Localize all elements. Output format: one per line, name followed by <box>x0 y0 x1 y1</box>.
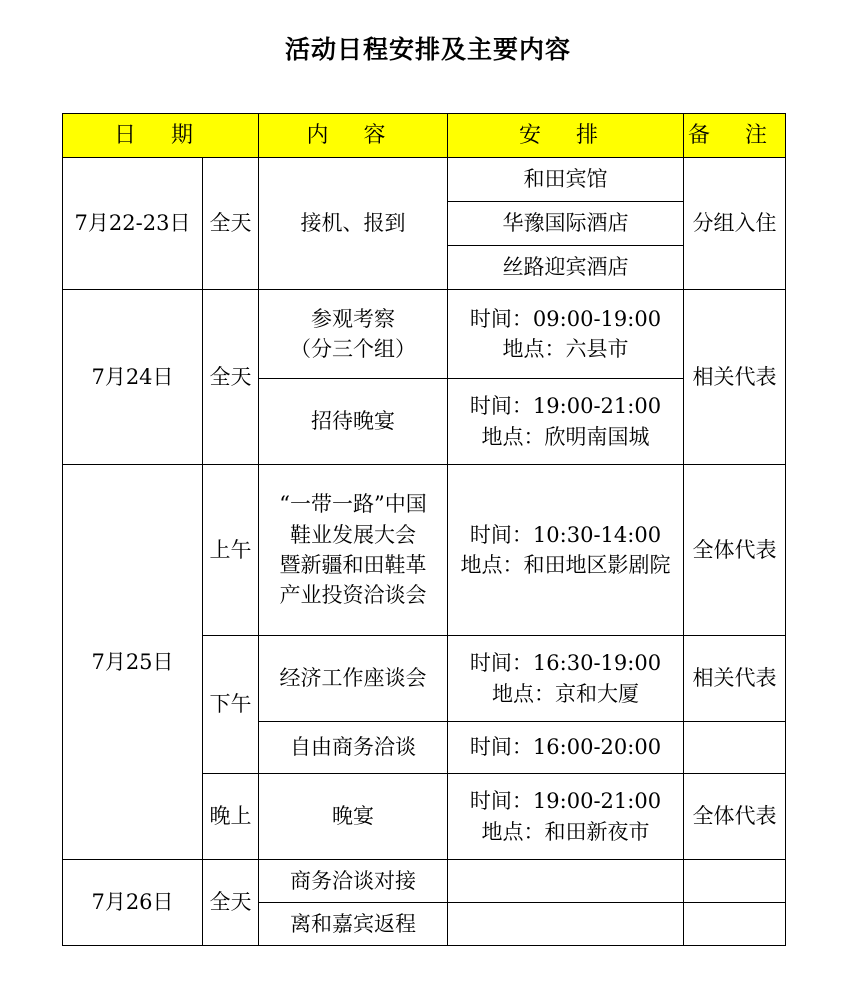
note-cell: 分组入住 <box>684 158 786 290</box>
note-cell: 全体代表 <box>684 774 786 860</box>
date-cell: 7月26日 <box>63 860 203 946</box>
content-line: 鞋业发展大会 <box>290 522 416 547</box>
content-cell <box>259 290 448 379</box>
arrange-cell <box>448 903 684 946</box>
date-cell: 7月24日 <box>63 290 203 465</box>
table-row <box>63 290 786 379</box>
header-row <box>63 114 786 158</box>
hotel-cell: 丝路迎宾酒店 <box>448 246 684 290</box>
table-row <box>63 158 786 202</box>
time-text: 时间：09:00-19:00 <box>469 306 662 331</box>
content-cell: 接机、报到 <box>259 158 448 290</box>
arrange-cell <box>448 860 684 903</box>
note-cell <box>684 903 786 946</box>
page-title: 活动日程安排及主要内容 <box>284 35 571 64</box>
header-note: 备 注 <box>684 114 786 158</box>
time-text: 时间：16:30-19:00 <box>469 651 662 676</box>
place-text: 地点：和田新夜市 <box>481 819 650 844</box>
place-text: 地点：京和大厦 <box>492 681 639 706</box>
time-text: 时间：10:30-14:00 <box>469 522 662 547</box>
table-row <box>63 465 786 636</box>
place-text: 地点：和田地区影剧院 <box>460 553 671 577</box>
content-cell: 商务洽谈对接 <box>259 860 448 903</box>
period-cell: 上午 <box>203 465 259 636</box>
arrange-cell <box>448 774 684 860</box>
arrange-cell <box>448 290 684 379</box>
arrange-cell <box>448 379 684 465</box>
header-content: 内 容 <box>259 114 448 158</box>
place-text: 地点：六县市 <box>502 337 629 361</box>
time-text: 时间：19:00-21:00 <box>469 394 662 419</box>
table-row <box>63 860 786 903</box>
place-text: 地点：欣明南国城 <box>481 424 650 449</box>
content-line: 暨新疆和田鞋革 <box>279 553 427 577</box>
period-cell: 全天 <box>203 860 259 946</box>
arrange-cell: 时间：16:00-20:00 <box>448 722 684 774</box>
period-cell: 下午 <box>203 636 259 774</box>
content-line: “一带一路”中国 <box>279 492 427 517</box>
period-cell: 全天 <box>203 290 259 465</box>
header-arrange: 安 排 <box>448 114 684 158</box>
header-date: 日 期 <box>63 114 259 158</box>
note-cell: 相关代表 <box>684 290 786 465</box>
hotel-cell: 华豫国际酒店 <box>448 202 684 246</box>
content-cell: 招待晚宴 <box>259 379 448 465</box>
arrange-cell <box>448 636 684 722</box>
content-line: （分三个组） <box>290 337 416 361</box>
content-cell <box>259 465 448 636</box>
note-cell: 全体代表 <box>684 465 786 636</box>
content-line: 产业投资洽谈会 <box>279 583 427 608</box>
note-cell <box>684 722 786 774</box>
period-cell: 全天 <box>203 158 259 290</box>
content-cell: 自由商务洽谈 <box>259 722 448 774</box>
time-text: 时间：19:00-21:00 <box>469 789 662 814</box>
schedule-table <box>62 113 786 946</box>
arrange-cell <box>448 465 684 636</box>
date-cell: 7月22-23日 <box>63 158 203 290</box>
note-cell <box>684 860 786 903</box>
content-cell: 晚宴 <box>259 774 448 860</box>
date-cell: 7月25日 <box>63 465 203 860</box>
hotel-cell: 和田宾馆 <box>448 158 684 202</box>
content-cell: 经济工作座谈会 <box>259 636 448 722</box>
content-line: 参观考察 <box>311 306 395 331</box>
period-cell: 晚上 <box>203 774 259 860</box>
note-cell: 相关代表 <box>684 636 786 722</box>
content-cell: 离和嘉宾返程 <box>259 903 448 946</box>
